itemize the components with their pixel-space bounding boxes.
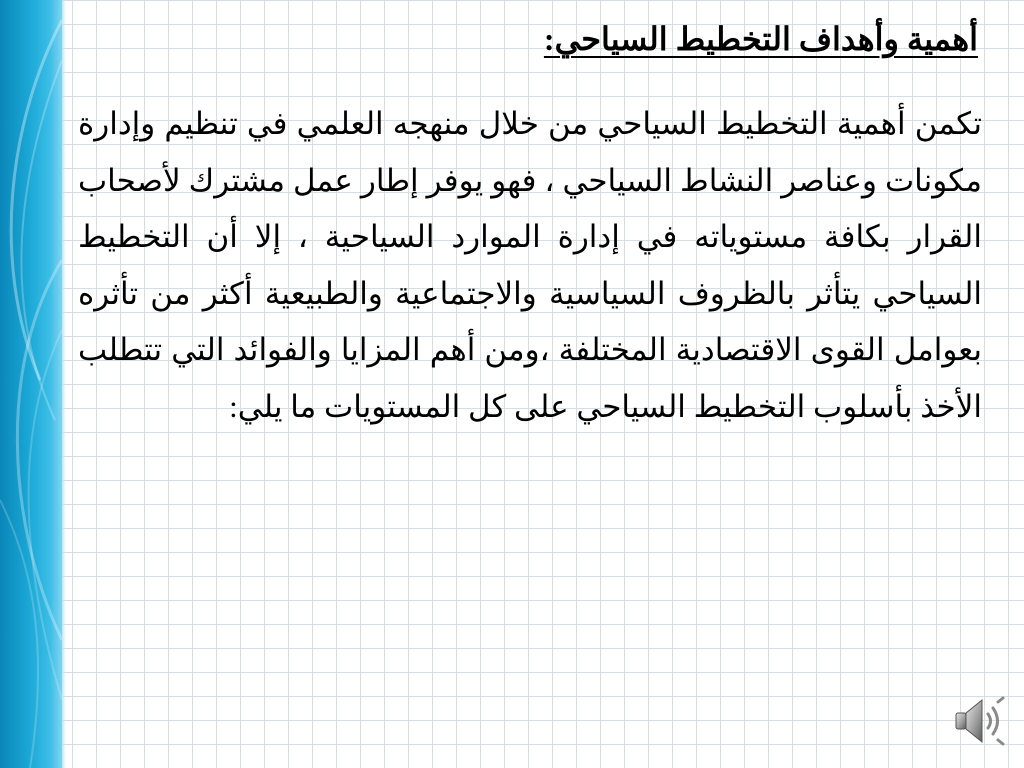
side-band-edge [62, 0, 66, 768]
speaker-icon[interactable] [950, 692, 1008, 750]
slide-title: أهمية وأهداف التخطيط السياحي: [543, 21, 978, 57]
slide-body-text: تكمن أهمية التخطيط السياحي من خلال منهجه العلمي في تنظيم وإدارة مكونات وعناصر النشاط السياحي ، فهو يوفر إطار عمل مشترك لأصحاب القرار بكافة مستوياته في إدارة الموارد السياحية ، إلا أن التخطيط السياحي يتأثر بالظروف السياسية والاجتماعية والطبيعية أكثر من تأثره بعوامل القوى الاقتصادية المختلفة ،ومن أهم المزايا والفوائد التي تتطلب الأخذ بأسلوب التخطيط السياحي على كل المستويات ما يلي: [78, 106, 982, 424]
speaker-icon-graphic [950, 692, 1008, 750]
decorative-side-band [0, 0, 62, 768]
side-band-swirls [0, 0, 62, 768]
